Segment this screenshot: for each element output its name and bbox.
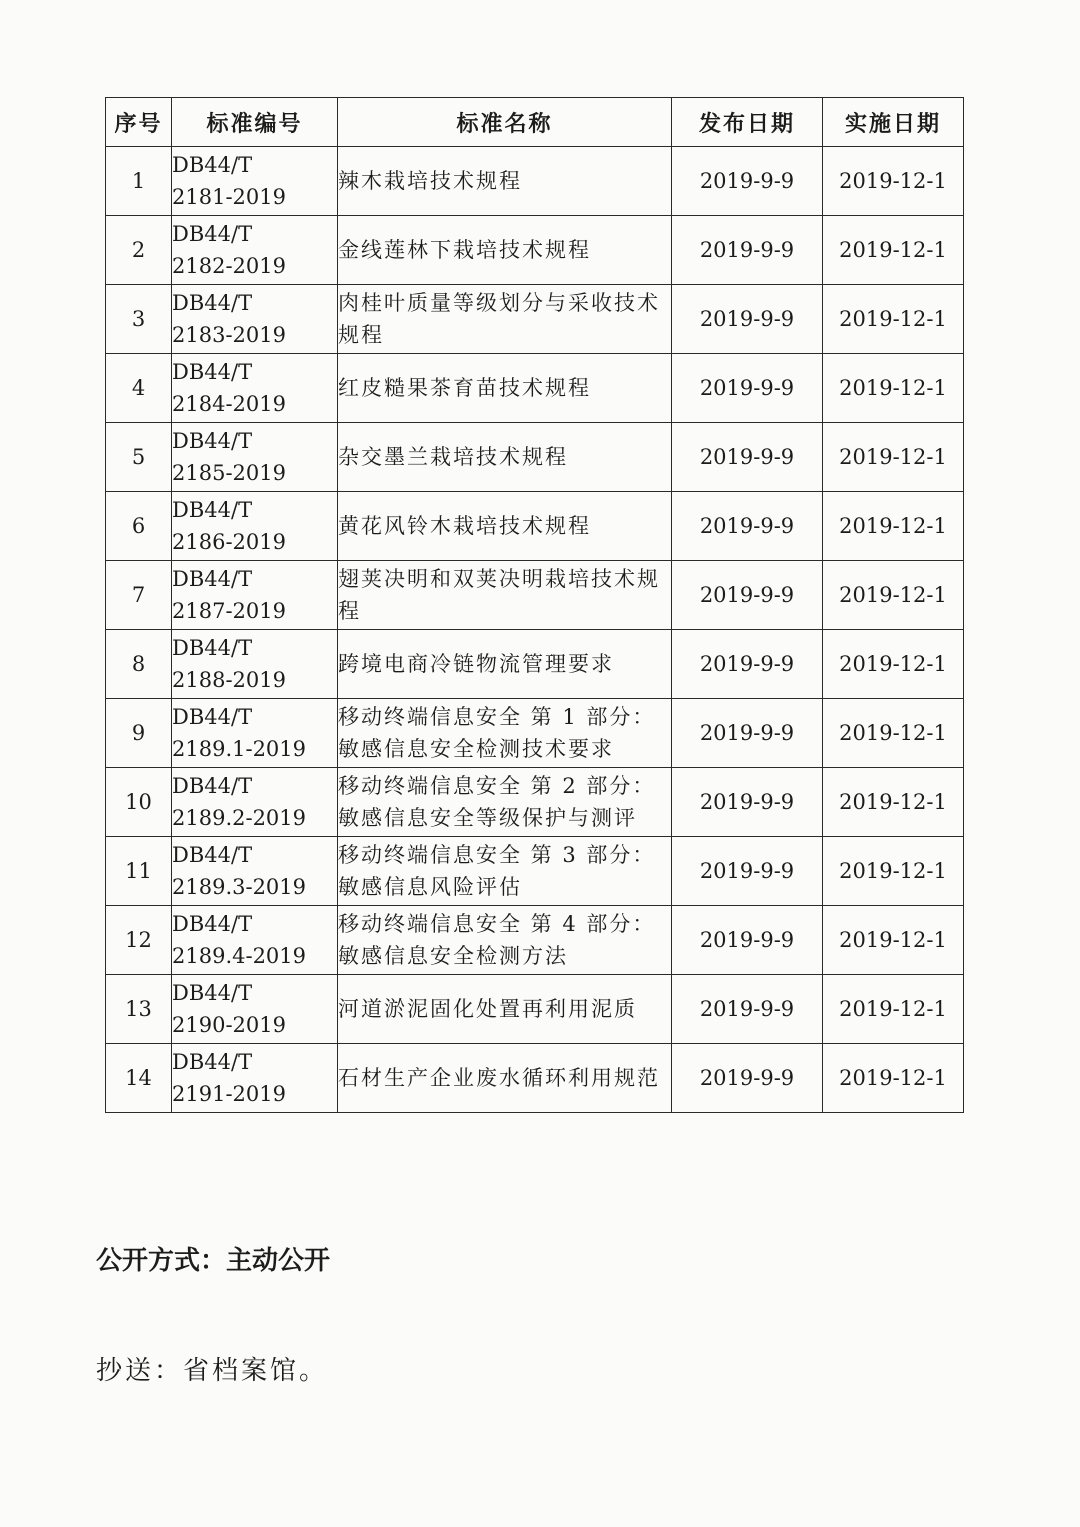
cell-standard-code: [172, 906, 338, 975]
table-row: [106, 630, 964, 699]
cell-standard-name: 翅荚决明和双荚决明栽培技术规程: [338, 561, 672, 630]
cell-standard-name: 红皮糙果茶育苗技术规程: [338, 354, 672, 423]
cell-serial-number: 12: [106, 906, 172, 975]
standard-code-part: DB44/T: [172, 912, 253, 936]
table-row: [106, 699, 964, 768]
cell-standard-code: [172, 837, 338, 906]
standard-code-part: 2186-2019: [172, 530, 286, 554]
cell-serial-number: 3: [106, 285, 172, 354]
cell-standard-name: 肉桂叶质量等级划分与采收技术规程: [338, 285, 672, 354]
cell-implement-date: 2019-12-1: [823, 423, 964, 492]
cell-serial-number: 1: [106, 147, 172, 216]
cell-publish-date: 2019-9-9: [672, 975, 823, 1044]
table-body: [106, 147, 964, 1113]
standard-code-part: 2191-2019: [172, 1082, 286, 1106]
table-row: [106, 561, 964, 630]
cell-serial-number: 7: [106, 561, 172, 630]
cell-standard-name: 河道淤泥固化处置再利用泥质: [338, 975, 672, 1044]
cell-standard-name: 移动终端信息安全 第 3 部分：敏感信息风险评估: [338, 837, 672, 906]
standard-code-part: 2188-2019: [172, 668, 286, 692]
standard-code-part: 2187-2019: [172, 599, 286, 623]
cell-standard-code: [172, 354, 338, 423]
table-row: [106, 768, 964, 837]
cell-implement-date: 2019-12-1: [823, 975, 964, 1044]
table-row: [106, 837, 964, 906]
standard-code-part: DB44/T: [172, 498, 253, 522]
cell-standard-code: [172, 147, 338, 216]
cell-implement-date: 2019-12-1: [823, 216, 964, 285]
cell-implement-date: 2019-12-1: [823, 630, 964, 699]
cell-standard-name: 移动终端信息安全 第 1 部分：敏感信息安全检测技术要求: [338, 699, 672, 768]
table-row: [106, 285, 964, 354]
cell-publish-date: 2019-9-9: [672, 423, 823, 492]
cell-standard-code: [172, 630, 338, 699]
cell-standard-code: [172, 975, 338, 1044]
table-row: [106, 975, 964, 1044]
standard-code-part: 2189.4-2019: [172, 944, 307, 968]
cell-implement-date: 2019-12-1: [823, 699, 964, 768]
cell-serial-number: 11: [106, 837, 172, 906]
standard-code-part: 2182-2019: [172, 254, 286, 278]
cell-implement-date: 2019-12-1: [823, 768, 964, 837]
standard-code-part: DB44/T: [172, 774, 253, 798]
header-standard-code: 标准编号: [172, 98, 338, 147]
header-serial-number: 序号: [106, 98, 172, 147]
cell-implement-date: 2019-12-1: [823, 147, 964, 216]
cell-standard-code: [172, 216, 338, 285]
table-row: [106, 423, 964, 492]
standard-code-part: DB44/T: [172, 360, 253, 384]
cell-standard-name: 杂交墨兰栽培技术规程: [338, 423, 672, 492]
cell-serial-number: 4: [106, 354, 172, 423]
table-header-row: [106, 98, 964, 147]
cell-standard-code: [172, 492, 338, 561]
cell-implement-date: 2019-12-1: [823, 906, 964, 975]
disclosure-method: 公开方式：主动公开: [96, 1246, 331, 1276]
standard-code-part: 2181-2019: [172, 185, 286, 209]
cell-serial-number: 8: [106, 630, 172, 699]
cell-standard-name: 石材生产企业废水循环利用规范: [338, 1044, 672, 1113]
table-row: [106, 906, 964, 975]
standard-code-part: DB44/T: [172, 843, 253, 867]
standard-code-part: 2183-2019: [172, 323, 286, 347]
standards-table: [105, 97, 964, 1113]
cell-serial-number: 5: [106, 423, 172, 492]
cell-publish-date: 2019-9-9: [672, 1044, 823, 1113]
table-row: [106, 147, 964, 216]
cell-publish-date: 2019-9-9: [672, 147, 823, 216]
table-row: [106, 354, 964, 423]
standard-code-part: DB44/T: [172, 153, 253, 177]
cell-standard-name: 金线莲林下栽培技术规程: [338, 216, 672, 285]
cell-serial-number: 2: [106, 216, 172, 285]
table-row: [106, 216, 964, 285]
cell-standard-code: [172, 768, 338, 837]
cell-standard-name: 黄花风铃木栽培技术规程: [338, 492, 672, 561]
cell-implement-date: 2019-12-1: [823, 561, 964, 630]
cell-implement-date: 2019-12-1: [823, 285, 964, 354]
cell-serial-number: 14: [106, 1044, 172, 1113]
cell-publish-date: 2019-9-9: [672, 354, 823, 423]
standard-code-part: DB44/T: [172, 636, 253, 660]
table-row: [106, 1044, 964, 1113]
cell-standard-code: [172, 1044, 338, 1113]
cell-implement-date: 2019-12-1: [823, 837, 964, 906]
cell-publish-date: 2019-9-9: [672, 492, 823, 561]
standard-code-part: DB44/T: [172, 705, 253, 729]
cell-standard-code: [172, 285, 338, 354]
cell-serial-number: 10: [106, 768, 172, 837]
standard-code-part: 2190-2019: [172, 1013, 286, 1037]
cell-standard-name: 移动终端信息安全 第 4 部分：敏感信息安全检测方法: [338, 906, 672, 975]
cell-publish-date: 2019-9-9: [672, 768, 823, 837]
standard-code-part: DB44/T: [172, 1050, 253, 1074]
cell-standard-code: [172, 423, 338, 492]
cell-publish-date: 2019-9-9: [672, 630, 823, 699]
cell-serial-number: 6: [106, 492, 172, 561]
cell-publish-date: 2019-9-9: [672, 216, 823, 285]
cell-publish-date: 2019-9-9: [672, 561, 823, 630]
standard-code-part: 2189.3-2019: [172, 875, 307, 899]
cell-standard-code: [172, 699, 338, 768]
cell-implement-date: 2019-12-1: [823, 354, 964, 423]
cell-standard-name: 跨境电商冷链物流管理要求: [338, 630, 672, 699]
cell-implement-date: 2019-12-1: [823, 1044, 964, 1113]
standard-code-part: 2184-2019: [172, 392, 286, 416]
standard-code-part: DB44/T: [172, 981, 253, 1005]
cell-standard-name: 移动终端信息安全 第 2 部分：敏感信息安全等级保护与测评: [338, 768, 672, 837]
cell-publish-date: 2019-9-9: [672, 837, 823, 906]
standard-code-part: DB44/T: [172, 222, 253, 246]
cc-recipients: 抄送：省档案馆。: [96, 1356, 329, 1386]
header-implement-date: 实施日期: [823, 98, 964, 147]
cell-publish-date: 2019-9-9: [672, 906, 823, 975]
table-row: [106, 492, 964, 561]
cell-implement-date: 2019-12-1: [823, 492, 964, 561]
cell-serial-number: 9: [106, 699, 172, 768]
cell-serial-number: 13: [106, 975, 172, 1044]
cell-standard-name: 辣木栽培技术规程: [338, 147, 672, 216]
cell-publish-date: 2019-9-9: [672, 699, 823, 768]
header-standard-name: 标准名称: [338, 98, 672, 147]
standard-code-part: 2185-2019: [172, 461, 286, 485]
cell-standard-code: [172, 561, 338, 630]
standard-code-part: DB44/T: [172, 291, 253, 315]
header-publish-date: 发布日期: [672, 98, 823, 147]
cell-publish-date: 2019-9-9: [672, 285, 823, 354]
standard-code-part: 2189.1-2019: [172, 737, 307, 761]
standard-code-part: DB44/T: [172, 567, 253, 591]
standard-code-part: DB44/T: [172, 429, 253, 453]
standard-code-part: 2189.2-2019: [172, 806, 307, 830]
